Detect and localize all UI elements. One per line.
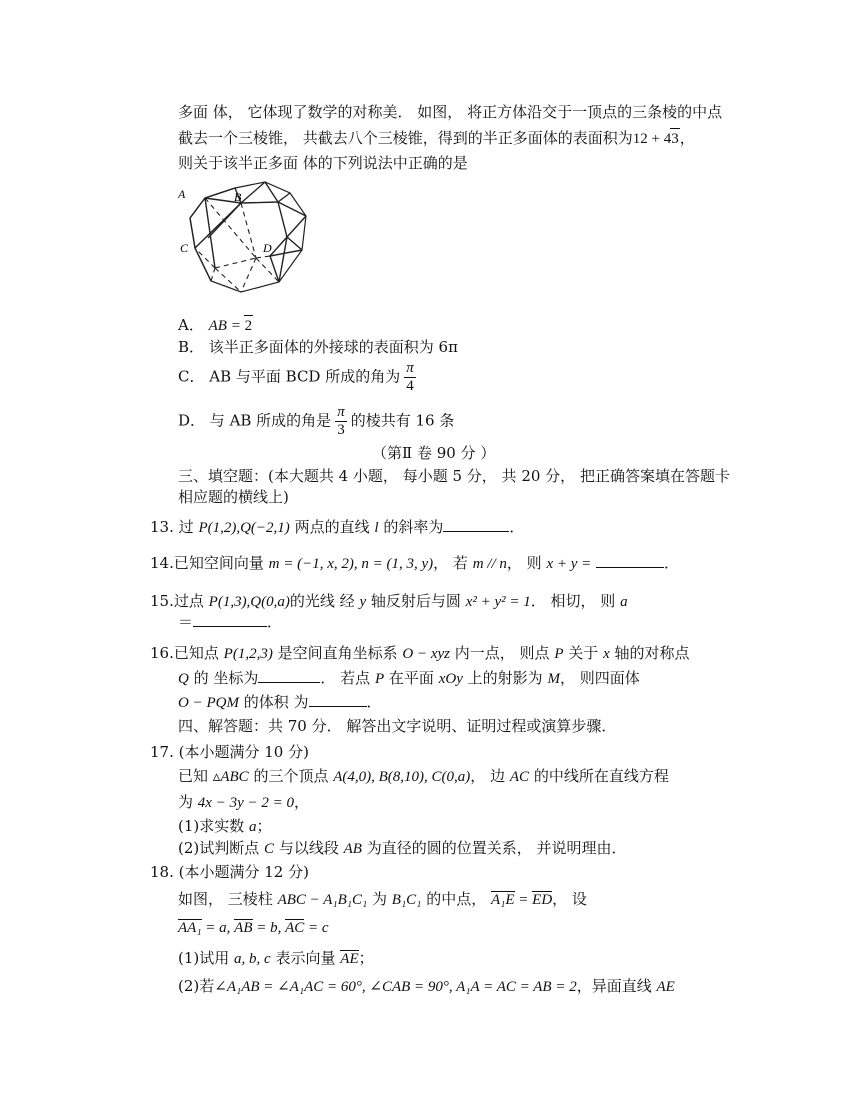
label-c: C <box>180 241 189 255</box>
section-3-line-1: 三、填空题：(本大题共 4 小题， 每小题 5 分， 共 20 分， 把正确答案填在答题卡 <box>178 467 730 485</box>
semi-regular-polyhedron-figure <box>178 178 318 298</box>
q13-answer-blank[interactable] <box>443 517 509 532</box>
label-b: B <box>234 190 242 204</box>
question-18-line-2: AA₁ = a, AB = b, AC = c <box>178 920 329 936</box>
intro-line-1: 多面 体， 它体现了数学的对称美． 如图， 将正方体沿交于一顶点的三条棱的中点 <box>178 103 723 121</box>
question-13: 13. 过 P(1,2),Q(−2,1) 两点的直线 l 的斜率为 ． <box>150 518 525 536</box>
question-17-part-1: (1)求实数 a； <box>178 817 272 835</box>
area-expression: 12 + 43 <box>633 131 680 147</box>
question-17-line-2: 为 4x − 3y − 2 = 0， <box>178 793 309 811</box>
q14-answer-blank[interactable] <box>596 553 664 568</box>
label-d: D <box>263 241 272 255</box>
question-18-line-1: 如图， 三棱柱 ABC − A₁B₁C₁ 为 B₁C₁ 的中点， A₁E = ED， 设 <box>178 890 587 908</box>
question-16-line-3: O − PQM 的体积 为 ． <box>178 693 382 711</box>
question-17-header: 17. (本小题满分 10 分) <box>150 743 309 761</box>
q16-coordinate-blank[interactable] <box>258 668 320 683</box>
part-2-heading: （第Ⅱ 卷 90 分 ） <box>372 444 496 462</box>
question-18-part-1: (1)试用 a, b, c 表示向量 AE； <box>178 949 374 967</box>
option-d: D． 与 AB 所成的角是 $\frac{\pi}{3}$ 的棱共有 16 条 <box>178 404 455 438</box>
question-17-part-2: (2)试判断点 C 与以线段 AB 为直径的圆的位置关系， 并说明理由． <box>178 839 627 857</box>
section-4-heading: 四、解答题：共 70 分． 解答出文字说明、证明过程或演算步骤． <box>178 717 617 735</box>
question-15-line-2: ＝ ． <box>178 613 283 631</box>
option-c-fraction: $\frac{\pi}{4}$ <box>406 360 414 394</box>
question-18-header: 18. (本小题满分 12 分) <box>150 863 309 881</box>
question-17-line-1: 已知 ▵ABC 的三个顶点 A(4,0), B(8,10), C(0,a)， 边 AC 的中线所在直线方程 <box>178 767 669 785</box>
option-b: B． 该半正多面体的外接球的表面积为 6π <box>178 338 458 356</box>
option-a: A． AB = 2 <box>178 316 253 334</box>
option-c: C． AB 与平面 BCD 所成的角为 $\frac{\pi}{4}$ <box>178 360 414 394</box>
label-a: A <box>178 187 186 201</box>
question-16: 16.已知点 P(1,2,3) 是空间直角坐标系 O − xyz 内一点， 则点 P 关于 x 轴的对称点 <box>150 644 690 662</box>
option-d-fraction: $\frac{\pi}{3}$ <box>337 404 345 438</box>
intro-line-2: 截去一个三棱锥， 共截去八个三棱锥，得到的半正多面体的表面积为12 + 43， <box>178 129 695 147</box>
section-3-line-2: 相应题的横线上) <box>178 488 289 506</box>
q15-answer-blank[interactable] <box>193 612 267 627</box>
intro-line-2-text: 截去一个三棱锥， 共截去八个三棱锥，得到的半正多面体的表面积为 <box>178 129 633 147</box>
question-14: 14.已知空间向量 m = (−1, x, 2), n = (1, 3, y)， 若 m // n， 则 x + y = ． <box>150 554 680 572</box>
question-15: 15.过点 P(1,3),Q(0,a)的光线 经 y 轴反射后与圆 x² + y² = 1． 相切， 则 a <box>150 592 628 610</box>
intro-line-3: 则关于该半正多面 体的下列说法中正确的是 <box>178 154 468 172</box>
q16-volume-blank[interactable] <box>309 692 367 707</box>
question-18-part-2: (2)若∠A₁AB = ∠A₁AC = 60°, ∠CAB = 90°, A₁A = AC = AB = 2，异面直线 AE <box>178 977 675 995</box>
question-16-line-2: Q 的 坐标为 ． 若点 P 在平面 xOy 上的射影为 M， 则四面体 <box>178 669 640 687</box>
